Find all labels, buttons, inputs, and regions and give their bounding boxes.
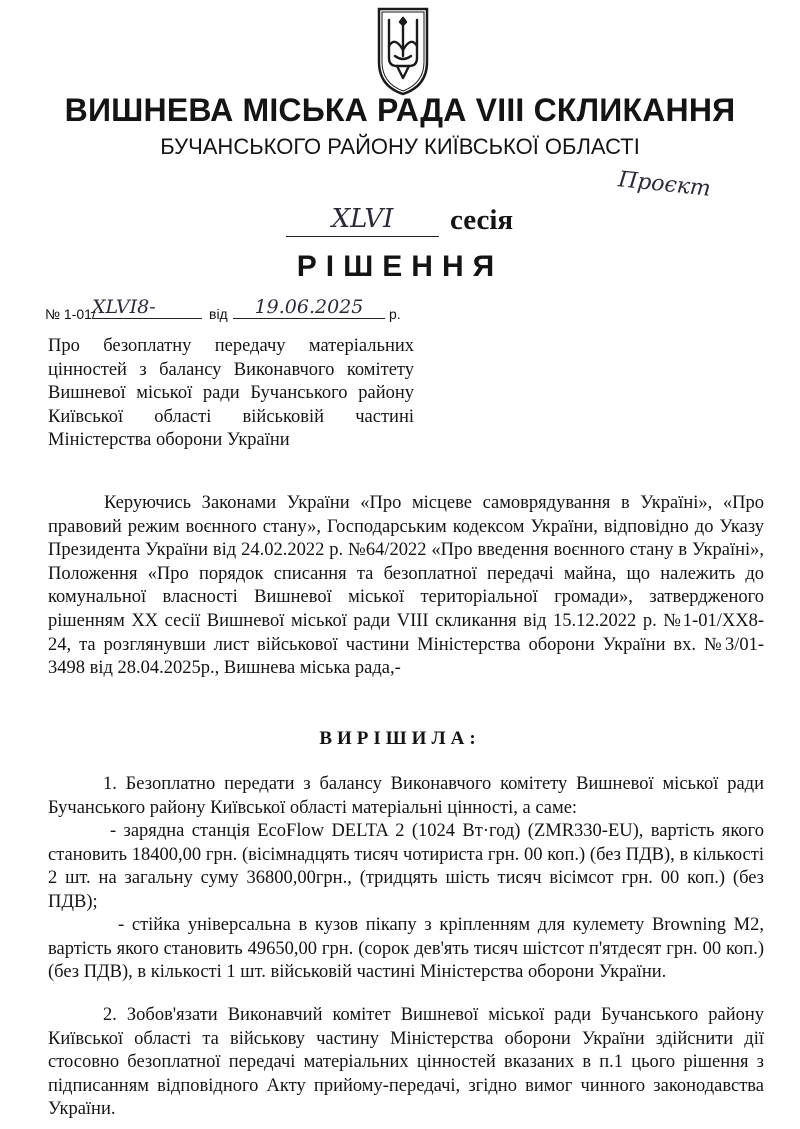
council-subtitle: БУЧАНСЬКОГО РАЙОНУ КИЇВСЬКОЇ ОБЛАСТІ xyxy=(160,134,640,159)
session-label: сесія xyxy=(450,204,514,236)
draft-mark: Проєкт xyxy=(616,167,712,202)
session-number: XLVI xyxy=(331,204,394,234)
decision-subject: Про безоплатну передачу матеріальних цінностей з балансу Виконавчого комітету Вишневої міської ради Бучанського району Київської області військовій частині Міністерства оборони України xyxy=(48,336,414,451)
document-date-underline xyxy=(233,318,385,319)
council-title: ВИШНЕВА МІСЬКА РАДА VIII СКЛИКАННЯ xyxy=(64,92,736,128)
document-date-value: 19.06.2025 xyxy=(254,296,364,318)
document-date-suffix: р. xyxy=(389,306,401,322)
resolution-item-2: 2. Зобов'язати Виконавчий комітет Вишневої міської ради Бучанського району Київської області та військову частину Міністерства оборони України здійснити дії стосовно безоплатної передачі матеріальних цінностей вказаних в п.1 цього рішення з підписанням відповідного Акту прийому-передачі, згідно вимог чинного законодавства України. xyxy=(48,1005,764,1120)
resolution-item-1: 1. Безоплатно передати з балансу Виконавчого комітету Вишневої міської ради Бучанського району Київської області матеріальні цінності, а саме: xyxy=(48,774,764,818)
resolution-subitem-mount-rack: - стійка універсальна в кузов пікапу з кріпленням для кулемету Browning M2, вартість якого становить 49650,00 грн. (сорок дев'ять тисяч шістсот п'ятдесят грн. 00 коп.) (без ПДВ), в кількості 1 шт. військовій частині Міністерства оборони України. xyxy=(48,915,764,983)
session-number-underline xyxy=(286,236,439,237)
decision-title: РІШЕННЯ xyxy=(296,250,504,283)
trident-coat-of-arms-icon xyxy=(375,6,431,96)
document-number-label: № 1-01/ xyxy=(45,306,96,322)
document-number-underline xyxy=(92,318,202,319)
resolved-heading: ВИРІШИЛА: xyxy=(319,728,481,749)
document-date-label: від xyxy=(209,306,228,322)
resolution-subitem-charging-station: - зарядна станція EcoFlow DELTA 2 (1024 Вт·год) (ZMR330-EU), вартість якого становить 18400,00 грн. (вісімнадцять тисяч чотириста грн. 00 коп.) (без ПДВ), в кількості 2 шт. на загальну суму 36800,00грн., (тридцять шість тисяч вісімсот грн. 00 коп.) (без ПДВ); xyxy=(48,821,764,912)
preamble-paragraph: Керуючись Законами України «Про місцеве самоврядування в Україні», «Про правовий режим воєнного стану», Господарським кодексом України, відповідно до Указу Президента України від 24.02.2022 р. №64/2022 «Про введення воєнного стану в Україні», Положення «Про порядок списання та безоплатної передачі майна, що належить до комунальної власності Вишневої міської територіальної громади», затвердженого рішенням XX сесії Вишневої міської ради VIII скликання від 15.12.2022 р. №1-01/XX8-24, та розглянувши лист військової частини Міністерства оборони України вх. №3/01-3498 від 28.04.2025р., Вишнева міська рада,- xyxy=(48,493,764,679)
document-number-value: XLVI8- xyxy=(92,296,156,318)
